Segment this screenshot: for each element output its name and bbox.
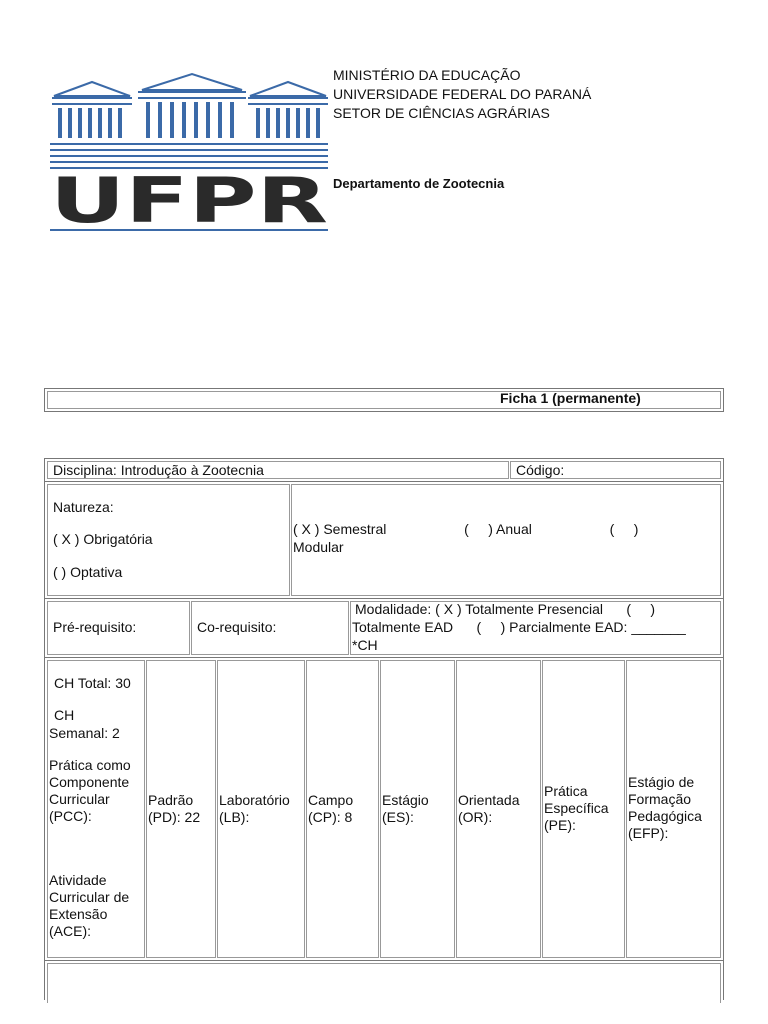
estagio-cell	[380, 660, 455, 958]
disciplina-cell	[47, 461, 509, 479]
padrao-cell	[146, 660, 216, 958]
orientada-label	[458, 792, 519, 826]
university-line: UNIVERSIDADE FEDERAL DO PARANÁ	[333, 86, 592, 102]
requisitos-row	[44, 598, 724, 658]
ace-line1: Atividade	[49, 872, 107, 888]
laboratorio-line1: Laboratório	[219, 792, 290, 808]
campo-cell	[306, 660, 379, 958]
padrao-line1: Padrão	[148, 792, 194, 808]
pratica-especifica-line1: Prática	[544, 783, 588, 799]
ch-semanal-line1: CH	[54, 707, 75, 723]
pcc-line4: (PCC):	[49, 808, 92, 824]
next-row-cell	[47, 963, 721, 1003]
codigo-label: Código:	[516, 462, 565, 478]
optativa-option: ( ) Optativa	[53, 564, 123, 580]
campo-line1: Campo	[308, 792, 354, 808]
laboratorio-line2: (LB):	[219, 809, 250, 825]
efp-line1: Estágio de	[628, 774, 695, 790]
natureza-row	[44, 481, 724, 599]
estagio-line1: Estágio	[382, 792, 429, 808]
pcc-label	[49, 757, 131, 825]
co-requisito-cell	[191, 601, 349, 655]
next-row	[44, 960, 724, 1000]
natureza-cell	[47, 484, 290, 596]
pratica-especifica-label	[544, 783, 609, 834]
sector-line: SETOR DE CIÊNCIAS AGRÁRIAS	[333, 105, 550, 121]
obrigatoria-option: ( X ) Obrigatória	[53, 531, 153, 547]
pre-requisito-cell	[47, 601, 190, 655]
estagio-line2: (ES):	[382, 809, 414, 825]
estagio-label	[382, 792, 429, 826]
pratica-especifica-line3: (PE):	[544, 817, 576, 833]
ch-semanal-line2: Semanal: 2	[49, 725, 120, 741]
periodicidade-modular: Modular	[293, 539, 344, 555]
pratica-especifica-line2: Específica	[544, 800, 609, 816]
department-name: Departamento de Zootecnia	[333, 176, 505, 191]
pratica-especifica-cell	[542, 660, 625, 958]
modalidade-line1: Modalidade: ( X ) Totalmente Presencial ( )	[355, 601, 656, 617]
ace-line3: Extensão	[49, 906, 108, 922]
efp-line4: (EFP):	[628, 825, 669, 841]
ace-line2: Curricular de	[49, 889, 130, 905]
efp-line3: Pedagógica	[628, 808, 702, 824]
pre-requisito-label: Pré-requisito:	[53, 619, 137, 635]
padrao-label	[148, 792, 200, 826]
ministry-line: MINISTÉRIO DA EDUCAÇÃO	[333, 67, 521, 83]
ch-cell	[47, 660, 145, 958]
ficha-bar	[44, 388, 724, 412]
pcc-line3: Curricular	[49, 791, 110, 807]
carga-horaria-row	[44, 657, 724, 961]
codigo-cell	[510, 461, 721, 479]
periodicidade-cell	[291, 484, 721, 596]
orientada-cell	[456, 660, 541, 958]
efp-label	[628, 774, 702, 842]
modalidade-cell	[350, 601, 721, 655]
co-requisito-label: Co-requisito:	[197, 619, 277, 635]
logo-wordmark: UFPR	[50, 164, 328, 234]
campo-label	[308, 792, 353, 826]
orientada-line1: Orientada	[458, 792, 520, 808]
laboratorio-label	[219, 792, 290, 826]
modalidade-line3: *CH	[352, 637, 378, 653]
efp-line2: Formação	[628, 791, 692, 807]
efp-cell	[626, 660, 721, 958]
disciplina-row	[44, 458, 724, 482]
campo-line2: (CP): 8	[308, 809, 353, 825]
laboratorio-cell	[217, 660, 305, 958]
modalidade-line2: Totalmente EAD ( ) Parcialmente EAD: _______	[352, 619, 686, 635]
institution-header	[333, 66, 591, 123]
orientada-line2: (OR):	[458, 809, 493, 825]
ufpr-logo	[50, 72, 328, 234]
ace-line4: (ACE):	[49, 923, 91, 939]
pcc-line1: Prática como	[49, 757, 131, 773]
natureza-label: Natureza:	[53, 499, 114, 515]
ficha-label: Ficha 1 (permanente)	[500, 390, 641, 406]
pcc-line2: Componente	[49, 774, 130, 790]
periodicidade-options: ( X ) Semestral ( ) Anual ( )	[293, 521, 639, 537]
ace-label	[49, 872, 129, 940]
padrao-line2: (PD): 22	[148, 809, 201, 825]
disciplina-label: Disciplina: Introdução à Zootecnia	[53, 462, 264, 478]
ch-total: CH Total: 30	[54, 675, 131, 691]
